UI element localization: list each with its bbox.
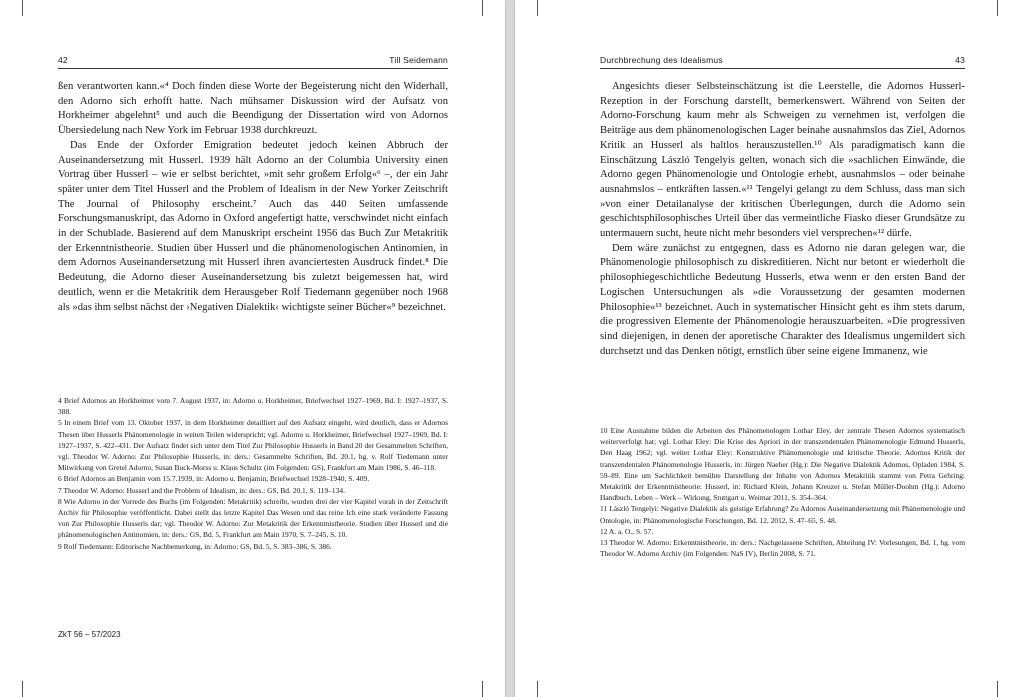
crop-mark [482,0,483,16]
crop-mark [997,0,998,16]
header-rule [600,68,965,69]
footnote: 12 A. a. O., S. 57. [600,526,654,536]
footnote: 7 Theodor W. Adorno: Husserl and the Problem of Idealism, in: ders.: GS, Bd. 20.1, S. 119–134. [58,485,345,495]
footnote: 9 Rolf Tiedemann: Editorische Nachbemerkung, in: Adorno: GS, Bd. 5, S. 383–386, S. 386. [58,541,332,551]
crop-mark [997,681,998,697]
crop-mark [482,681,483,697]
left-footnotes [58,395,448,552]
crop-mark [22,681,23,697]
footnote: 11 László Tengelyi: Negative Dialektik als geistige Erfahrung? Zu Adornos Auseinandersetzung mit Phänomenologie und Ontologie, in: Phänomenologische Forschungen, Bd. 12, 2012, S. 47–65, S. 48. [600,504,965,525]
paragraph: Dem wäre zunächst zu entgegnen, dass es Adorno nie daran gelegen war, die Phänomenologie philosophisch zu diskreditieren. Nicht nur betont er wiederholt die philosophiegeschichtliche Bedeutung Husserls, etwa wenn er den ersten Band der Logischen Untersuchungen als »die Voraussetzung der gesamten modernen Philosophie«¹³ bezeichnet. Auch in systematischer Hinsicht geht es ihm stets darum, die progressiven Elemente der Phänomenologie herauszuarbeiten. »Die progressiven sind diejenigen, in denen der aporetische Charakter des Idealismus ungemildert sich durchsetzt und das Denken nötigt, ernstlich über seine eigene Immanenz, wie [600,242,965,357]
left-body-text [58,80,448,315]
footnote: 6 Brief Adornos an Benjamin vom 15.7.1939, in: Adorno u. Benjamin, Briefwechsel 1928–1940, S. 409. [58,474,370,484]
crop-mark [537,0,538,16]
paragraph: Das Ende der Oxforder Emigration bedeutet jedoch keinen Abbruch der Auseinandersetzung mit Husserl. 1939 hält Adorno an der Columbia University einen Vortrag über Husserl – wie er selbst berichtet, »mit sehr großem Erfolg«⁶ –, der ein Jahr später unter dem Titel Husserl and the Problem of Idealism in der New Yorker Zeitschrift The Journal of Philosophy erscheint.⁷ Auch das 440 Seiten umfassende Forschungsmanuskript, das Adorno in Oxford angefertigt hatte, verschwindet nicht einfach in der Schublade. Basierend auf dem Manuskript erscheint 1956 das Buch Zur Metakritik der Erkenntnistheorie. Studien über Husserl und die phänomenologischen Antinomien, in dem Adornos Auseinandersetzung mit Husserl ihren avanciertesten Ausdruck findet.⁸ Die Bedeutung, die Adorno dieser Auseinandersetzung bis zuletzt beigemessen hat, wird deutlich, wenn er die Metakritik dem Herausgeber Rolf Tiedemann gegenüber noch 1968 als »das ihm selbst nächst der ›Negativen Dialektik‹ wichtigste seiner Bücher«⁹ bezeichnet. [58,139,448,313]
crop-mark [22,0,23,16]
right-body-text [600,80,965,359]
running-head-title: Durchbrechung des Idealismus [600,55,723,65]
page-number-right: 43 [955,55,965,65]
paragraph: ßen verantworten kann.«⁴ Doch finden diese Worte der Begeisterung nicht den Widerhall, den Adorno sich erhofft hatte. Nach mühsamer Diskussion wird der Aufsatz von Horkheimer abgelehnt⁵ und auch die Beendigung der Dissertation wird von Adornos Übersiedelung nach New York im Februar 1938 durchkreuzt. [58,81,448,137]
footnote: 4 Brief Adornos an Horkheimer vom 7. August 1937, in: Adorno u. Horkheimer, Briefwechsel 1927–1969, Bd. I: 1927–1937, S. 388. [58,396,448,417]
page-number-left: 42 [58,55,68,65]
journal-footer: ZkT 56 – 57/2023 [58,630,121,639]
left-page [0,0,505,697]
running-head-author: Till Seidemann [389,55,448,65]
right-footnotes [600,425,965,559]
footnote: 8 Wie Adorno in der Vorrede des Buchs (im Folgenden: Metakritik) schreibt, wurden drei der vier Kapitel vorab in der Zeitschrift Archiv für Philosophie veröffentlicht. Dabei stellt das letzte Kapitel Das Wesen und das reine Ich eine stark veränderte Fassung von Zur Philosophie Husserls dar; vgl. Theodor W. Adorno: Zur Metakritik der Erkenntnistheorie. Studien über Husserl und die phänomenologischen Antinomien, in: ders.: GS, Bd. 5, Frankfurt am Main 1970, S. 7–245, S. 10. [58,496,448,540]
paragraph: Angesichts dieser Selbsteinschätzung ist die Leerstelle, die Adornos Husserl-Rezeption in der Forschung darstellt, bemerkenswert. Während von Seiten der Adorno-Forschung kaum mehr als Schweigen zu vernehmen ist, verfolgen die Beiträge aus dem phänomenologischen Lager beinahe ausnahmslos das Ziel, Adornos Kritik an Husserl als haltlos herauszustellen.¹⁰ Als paradigmatisch kann die Einschätzung László Tengelyis gelten, wonach sich die »sachlichen Einwände, die Adorno gegen Phänomenologie und Ontologie erhebt, ausnahmslos – oder beinahe ausnahmslos – entkräften lassen.«¹¹ Tengelyi gelangt zu dem Schluss, dass man sich »von einer Detailanalyse der kritischen Überlegungen, durch die Adorno sein geschichtsphilosophisches Urteil über das vermeintliche Fiasko dieser Grundsätze zu untermauern sucht, heute nicht mehr besonders viel versprechen«¹² dürfe. [600,81,965,240]
footnote: 10 Eine Ausnahme bilden die Arbeiten des Phänomenologen Lothar Eley, der zentrale Thesen Adornos systematisch weiterverfolgt hat; vgl. Lothar Eley: Die Krise des Apriori in der transzendentalen Phänomenologie Edmund Husserls, Den Haag 1962; vgl. weiter Lothar Eley: Konstruktive Phänomenologie und kritische Theorie. Adornos Kritik der transzendentalen Phänomenologie Husserls, in: Jürgen Naeher (Hg.): Die Negative Dialektik Adornos, Opladen 1984, S. 59–89. Eine um Sachlichkeit bemühte Darstellung der Inhalte von Adornos Metakritik stammt von Petra Gehring: Metakritik der Erkenntnistheorie: Husserl, in: Richard Klein, Johann Kreuzer u. Stefan Müller-Doohm (Hg.): Adorno Handbuch. Leben – Werk – Wirkung, Stuttgart u. Weimar 2011, S. 354–364. [600,426,965,503]
right-page [515,0,1020,697]
header-rule [58,68,448,69]
footnote: 13 Theodor W. Adorno: Erkenntnistheorie, in: ders.: Nachgelassene Schriften, Abteilung IV: Vorlesungen, Bd. 1, hg. vom Theodor W. Adorno Archiv (im Folgenden: NaS IV), Berlin 2008, S. 71. [600,538,965,559]
footnote: 5 In einem Brief vom 13. Oktober 1937, in dem Horkheimer detailliert auf den Aufsatz eingeht, wird deutlich, dass er Adornos Thesen über Husserls Phänomenologie in weiten Teilen widerspricht; vgl. Adorno u. Horkheimer, Briefwechsel 1927–1969, Bd. I: 1927–1937, S. 422–431. Der Aufsatz findet sich unter dem Titel Zur Philosophie Husserls in Band 20 der Gesammelten Schriften, vgl. Theodor W. Adorno: Zur Philosophie Husserls, in: ders.: Gesammelte Schriften, Bd. 20.1, hg. v. Rolf Tiedemann unter Mitwirkung von Gretel Adorno, Susan Buck-Morss u. Klaus Schultz (im Folgenden: GS), Frankfurt am Main 1986, S. 46–118. [58,418,448,473]
crop-mark [537,681,538,697]
